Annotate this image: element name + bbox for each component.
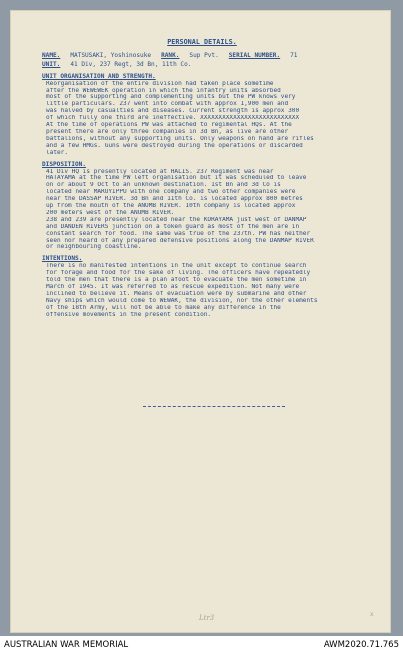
text-line: near the DASSAP RIVER. 3d Bn and 11th Co. is located approx 800 metres [46, 196, 303, 203]
section-body [46, 169, 380, 252]
section-heading: INTENTIONS. [42, 255, 83, 263]
text-line: present there are only three companies in 3d Bn, as live are other [46, 128, 289, 135]
text-line: and a few HMGs. Guns were destroyed during the operations or discarded [46, 142, 303, 149]
document-sections [24, 74, 380, 319]
separator-line [143, 406, 285, 407]
text-line: for forage and food for the sake of living. The officers have repeatedly [46, 270, 311, 277]
name-label: NAME. [42, 51, 61, 59]
text-line: most of the supporting and complementing units but the PW knows very [46, 94, 296, 101]
text-line: of the 18th Army, will not be able to make any difference in the [46, 304, 281, 311]
section-body [46, 81, 380, 157]
rank-label: RANK. [161, 51, 180, 59]
pencil-annotation: Ltr3 [199, 614, 215, 622]
footer-accession-number: AWM2020.71.765 [323, 640, 399, 650]
text-line: At the time of operations PW was attached to regimental HQs. At the [46, 122, 292, 129]
text-line: March of 1945. It was referred to as rescue expedition. Not many were [46, 284, 300, 290]
pencil-x-mark: x [370, 611, 374, 618]
text-line: little particulars. 237 went into combat with approx 1,900 men and [46, 101, 289, 108]
text-line: 200 meters west of the ANUMB RIVER. [46, 209, 175, 216]
text-line: or neighbouring coastline. [46, 244, 142, 251]
text-line: located near MARUYIPPU with one company and two other companies were [46, 189, 296, 196]
footer-institution: AUSTRALIAN WAR MEMORIAL [4, 640, 129, 650]
section-heading: DISPOSITION. [42, 160, 87, 168]
header-row-1 [42, 53, 380, 60]
text-line: HATAYAMA at the time PW left organisation but it was scheduled to leave [46, 175, 307, 182]
header-row-2 [42, 62, 380, 69]
text-line: inclined to believe it. Means of evacuation were by submarine and other [46, 290, 307, 297]
text-line: of which fully one third are ineffective. XXXXXXXXXXXXXXXXXXXXXXXXXXX [46, 115, 300, 122]
text-line: There is no manifested intentions in the unit except to continue search [46, 263, 307, 270]
text-line: offensive movements in the present condition. [46, 311, 212, 318]
section-body [46, 263, 380, 318]
section-heading: UNIT ORGANISATION AND STRENGTH. [42, 72, 156, 80]
text-line: later. [46, 149, 69, 156]
text-line: after the WEWEWEK operation in which the infantry units absorbed [46, 87, 281, 94]
document-title: PERSONAL DETAILS. [167, 38, 237, 46]
text-line: was halved by casualties and diseases. Current strength is approx 300 [46, 108, 300, 115]
text-line: Navy ships which would come to WEWAK, the division, nor the other elements [46, 297, 318, 304]
text-line: seen nor heard of any prepared defensive positions along the DANMAP RIVER [46, 237, 314, 244]
rank-value: Sup Pvt. [189, 51, 219, 59]
document-page [10, 10, 391, 633]
archive-footer [0, 637, 403, 653]
text-line: and DANDEN RIVERS junction on a token guard as most of the men are in [46, 223, 300, 230]
text-line: battalions, without any supporting units. Only weapons on hand are rifles [46, 135, 314, 142]
text-line: on or about 9 Oct to an unknown destination. 1st Bn and 3d Co is [46, 182, 281, 189]
text-line: Reorganisation of the entire division had taken place sometime [46, 80, 274, 87]
text-line: 238 and 239 are presently located near the KORAYAMA just west of DANMAP [46, 216, 307, 223]
name-value: MATSUSAKI, Yoshinosuke [70, 51, 152, 59]
text-line: 41 Div HQ is presently located at HALIS. 237 Regiment was near [46, 168, 274, 175]
text-line: told the men that there is a plan afoot to evacuate the men sometime in [46, 277, 307, 284]
typed-document [24, 16, 380, 319]
text-line: up from the mouth of the ANUMB RIVER. 10th company is located approx [46, 203, 296, 210]
unit-label: UNIT. [42, 60, 61, 68]
text-line: constant search for food. The same was true of the 237th. PW has neither [46, 230, 311, 237]
serial-value: 71 [290, 51, 298, 59]
serial-label: SERIAL NUMBER. [228, 51, 281, 59]
unit-value: 41 Div, 237 Regt, 3d Bn, 11th Co. [70, 60, 192, 68]
